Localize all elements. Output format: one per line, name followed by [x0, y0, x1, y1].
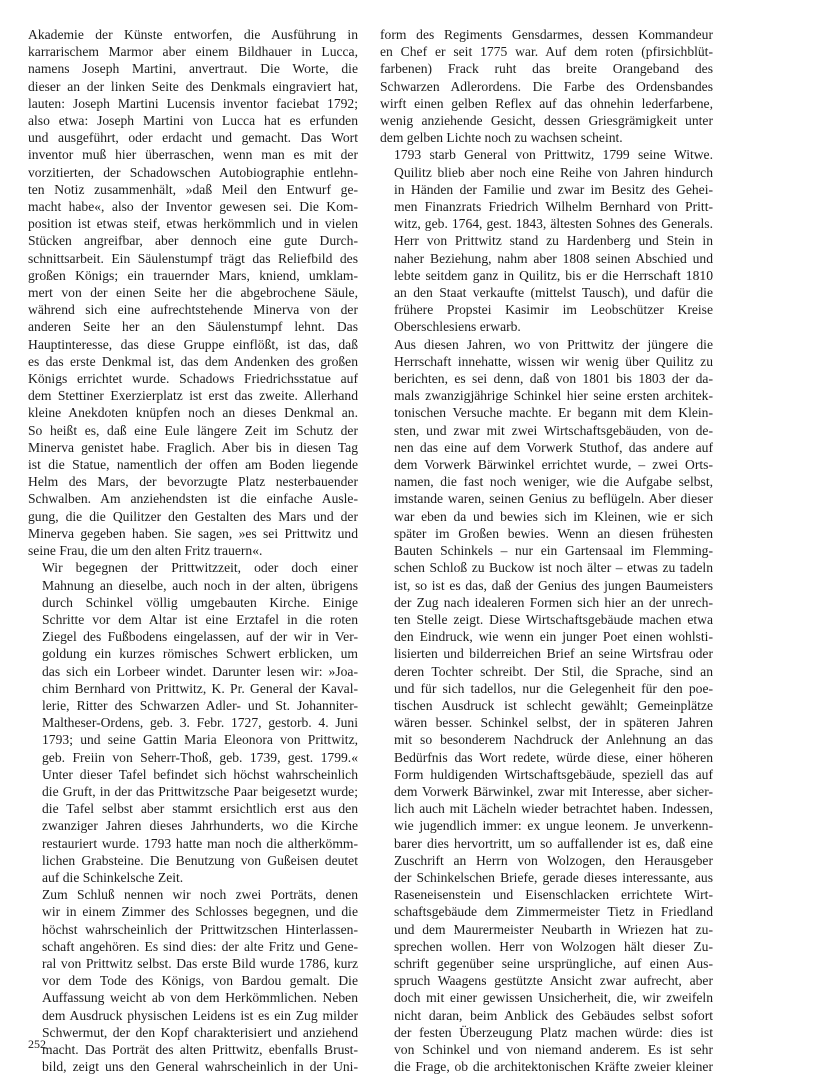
text-line: Unter dieser Tafel befindet sich höchst wahrscheinlich: [42, 766, 358, 782]
text-line: Mahnung an dieselbe, auch noch in der alten, übrigens: [42, 577, 358, 593]
text-line: zwanziger Jahren dieses Jahrhunderts, wo die Kirche: [42, 818, 358, 834]
text-line: sten, und zwar mit zwei Wirtschaftsgebäuden, von de-: [394, 422, 713, 438]
text-line: restauriert wurde. 1793 hatte man noch die altherkömm-: [42, 835, 358, 851]
text-line: Herrschaft innehatte, wissen wir wenig über Quilitz zu: [394, 353, 713, 369]
text-line: Oberschlesiens erwarb.: [394, 319, 521, 335]
text-line: schaftsgebäude dem Zimmermeister Tietz in Friedland: [394, 904, 713, 920]
text-line: barer dies hervortritt, um so auffallender ist es, daß eine: [394, 835, 713, 851]
text-line: spruch Waagens gestützte Ansicht zwar aufrecht, aber: [394, 973, 713, 989]
text-line: dem Ausdruck physischen Leidens ist es ein Zug milder: [42, 1007, 358, 1023]
text-line: farbenen) Frack ruht das breite Orangeband des: [380, 61, 713, 77]
text-line: war eben da und bewies sich im Kleinen, wie er sich: [394, 508, 713, 524]
text-line: Stücken angreifbar, aber dennoch eine gute Durch-: [28, 233, 358, 249]
text-line: schnittsarbeit. Ein Säulenstumpf trägt das Reliefbild des: [28, 250, 358, 266]
text-line: Ziegel des Fußbodens eingelassen, auf der wir in Ver-: [42, 629, 358, 645]
text-line: namens Joseph Martini, anvertraut. Die Worte, die: [28, 61, 358, 77]
text-line: Aus diesen Jahren, wo von Prittwitz der jüngere die: [394, 336, 713, 352]
text-line: schen Schloß zu Buckow ist noch älter – etwas zu tadeln: [394, 560, 713, 576]
text-line: wir in einem Zimmer des Schlosses begegnen, und die: [42, 904, 358, 920]
text-line: großen Königs; ein trauernder Mars, kniend, umklam-: [28, 267, 358, 283]
text-line: Quilitz blieb aber noch eine Reihe von Jahren hindurch: [394, 164, 713, 180]
text-line: Schwermut, der den Kopf charakterisiert und anziehend: [42, 1024, 358, 1040]
text-line: ist, so ist es das, daß der Genius des jungen Baumeisters: [394, 577, 713, 593]
text-line: wirft einen gelben Reflex auf das ohnehin lederfarbene,: [380, 95, 713, 111]
text-line: dem Vorwerk Bärwinkel, zwar mit Interesse, aber sicher-: [394, 783, 713, 799]
text-line: ten Stelle zeigt. Diese Wirtschaftsgebäude machen etwa: [394, 611, 713, 627]
text-line: inventor muß hier überraschen, wenn man es mit der: [28, 147, 358, 163]
text-line: Herr von Prittwitz stand zu Hardenberg und Stein in: [394, 233, 713, 249]
text-line: Hauptinteresse, das diese Gruppe einflößt, ist das, daß: [28, 336, 358, 352]
text-line: ten Notiz zusammenhält, »daß Meil den Entwurf ge-: [28, 181, 358, 197]
text-line: Minerva genistet habe. Fraglich. Aber bis in diesen Tag: [28, 439, 358, 455]
text-line: Bedürfnis das Wort redete, würde diese, einer höheren: [394, 749, 713, 765]
text-line: naher Beziehung, nahm aber 1808 seinen Abschied und: [394, 250, 713, 266]
text-line: die Tafel selbst aber stammt ersichtlich erst aus den: [42, 801, 358, 817]
text-line: dem Stettiner Exerzierplatz ist erst das zweite. Allerhand: [28, 388, 358, 404]
text-line: macht habe«, also der Inventor gewesen sei. Die Kom-: [28, 199, 358, 215]
text-line: karrarischem Marmor aber einem Bildhauer in Lucca,: [28, 44, 358, 60]
text-line: vorzitierten, der Schadowschen Autobiographie entlehn-: [28, 164, 358, 180]
text-line: während sich eine aufrechtstehende Minerva von der: [28, 302, 358, 318]
text-line: ral von Prittwitz selbst. Das erste Bild wurde 1786, kurz: [42, 955, 358, 971]
text-line: berichten, es sei denn, daß von 1801 bis 1803 der da-: [394, 371, 713, 387]
text-line: an den Staat verkaufte (mittelst Tausch), und dafür die: [394, 285, 713, 301]
text-line: tonischen Versuche machte. Er begann mit dem Klein-: [394, 405, 713, 421]
text-line: also etwa: Joseph Martini von Lucca hat es erfunden: [28, 113, 358, 129]
paragraph: [380, 146, 713, 335]
text-line: wenig anziehende Gesicht, dessen Griesgrämigkeit unter: [380, 113, 713, 129]
text-line: namen, die fast noch weniger, wie die Aufgabe selbst,: [394, 474, 713, 490]
text-line: Akademie der Künste entworfen, die Ausführung in: [28, 27, 358, 42]
page-number: 252: [28, 1037, 46, 1051]
text-line: und ausgeführt, oder erdacht und gemacht. Das Wort: [28, 130, 358, 146]
text-line: geb. Freiin von Seherr-Thoß, geb. 1739, gest. 1799.«: [42, 749, 358, 765]
paragraph: [28, 26, 358, 559]
text-line: nen das eine auf dem Vorwerk Stuthof, das andere auf: [394, 439, 713, 455]
text-line: frühere Propstei Kasimir im Leobschützer Kreise: [394, 302, 713, 318]
text-line: die Gruft, in der das Prittwitzsche Paar beigesetzt wurde;: [42, 783, 358, 799]
text-line: Zuschrift an Herrn von Wolzogen, den Herausgeber: [394, 852, 713, 868]
paragraph: [380, 336, 713, 1075]
text-line: lichen Grabsteine. Die Benutzung von Gußeisen deutet: [42, 852, 358, 868]
text-line: nicht daran, beim Anblick des Gebäudes selbst sofort: [394, 1007, 713, 1023]
text-line: goldung ein kurzes römisches Schwert erblicken, um: [42, 646, 358, 662]
text-line: Schritte vor dem Altar ist eine Erztafel in die roten: [42, 611, 358, 627]
text-line: deren Tochter schreibt. Der Stil, die Sprache, sind an: [394, 663, 713, 679]
text-line: kleine Anekdoten knüpfen noch an dieses Denkmal an.: [28, 405, 358, 421]
text-line: macht. Das Porträt des alten Prittwitz, ebenfalls Brust-: [42, 1041, 358, 1057]
text-line: Königs errichtet wurde. Schadows Friedrichsstatue auf: [28, 371, 358, 387]
paragraph: [28, 886, 358, 1075]
text-line: mert von der einen Seite her die abgebrochene Säule,: [28, 285, 358, 301]
text-line: sprechen wollen. Herr von Wolzogen hält dieser Zu-: [394, 938, 713, 954]
text-line: mit so besonderem Nachdruck der Anlehnung an das: [394, 732, 713, 748]
text-line: wie jugendlich immer: ex ungue leonem. Je unverkenn-: [394, 818, 713, 834]
text-line: Schwarzen Adlerordens. Die Farbe des Ordensbandes: [380, 78, 713, 94]
text-line: tischen Ausdruck ist schlecht gewählt; Gemeinplätze: [394, 697, 713, 713]
text-line: dem Vorwerk Bärwinkel errichtet wurde, – zwei Orts-: [394, 457, 713, 473]
text-line: Schwalben. Am anziehendsten ist die einfache Ausle-: [28, 491, 358, 507]
text-line: en Chef er seit 1775 war. Auf dem roten (pfirsichblüt-: [380, 44, 713, 60]
text-line: Helm des Mars, der bevorzugte Platz nesterbauender: [28, 474, 358, 490]
text-line: die Frage, ob die architektonischen Kräfte zweier kleiner: [394, 1059, 713, 1075]
text-line: lauten: Joseph Martini Lucensis inventor faciebat 1792;: [28, 95, 358, 111]
paragraph: [28, 559, 358, 886]
text-line: bild, zeigt uns den General wahrscheinlich in der Uni-: [42, 1059, 358, 1075]
text-line: der Schinkelschen Briefe, gerade dieses interessante, aus: [394, 869, 713, 885]
text-line: position ist etwas steif, etwas herkömmlich und in vielen: [28, 216, 358, 232]
text-line: durch Schinkel völlig umgebauten Kirche. Einige: [42, 594, 358, 610]
text-line: Raseneisenstein und Eisenschlacken errichtete Wirt-: [394, 887, 713, 903]
text-line: mals zwanzigjährige Schinkel hier seine ersten architek-: [394, 388, 713, 404]
text-line: lebte seitdem ganz in Quilitz, bis er die Herrschaft 1810: [394, 267, 713, 283]
text-line: Zum Schluß nennen wir noch zwei Porträts, denen: [42, 887, 358, 903]
text-line: und für sich tadellos, nur die Gelegenheit für den poe-: [394, 680, 713, 696]
text-line: dem gelben Lichte noch zu wachsen scheint.: [380, 130, 623, 146]
text-line: imstande waren, seinen Genius zu beflügeln. Aber dieser: [394, 491, 713, 507]
text-line: dieser an der linken Seite des Denkmals eingraviert hat,: [28, 78, 358, 94]
text-line: witz, geb. 1764, gest. 1843, ältesten Sohnes des Generals.: [394, 216, 713, 232]
text-line: Bauten Schinkels – nur ein Gartensaal im Flemming-: [394, 543, 713, 559]
text-line: Form huldigenden Wirtschaftsgebäude, speziell das auf: [394, 766, 713, 782]
text-line: später im Großen bewies. Wenn an diesen frühesten: [394, 525, 713, 541]
text-line: seine Frau, die um den alten Fritz trauern«.: [28, 543, 263, 559]
left-text-column: [28, 26, 358, 1075]
text-line: es das erste Denkmal ist, das dem Andenken des großen: [28, 353, 358, 369]
text-line: chim Bernhard von Prittwitz, K. Pr. General der Kaval-: [42, 680, 358, 696]
text-line: lisierten und bilderreichen Brief an seine Wirtsfrau oder: [394, 646, 713, 662]
text-line: gung, die die Quilitzer den Gestalten des Mars und der: [28, 508, 358, 524]
text-line: vor dem Tode des Königs, von Bardou gemalt. Die: [42, 973, 358, 989]
text-line: lerie, Ritter des Schwarzen Adler- und St. Johanniter-: [42, 697, 358, 713]
paragraph: [380, 26, 713, 146]
text-line: schaft angehören. Es sind dies: der alte Fritz und Gene-: [42, 938, 358, 954]
text-line: das sich ein Lorbeer windet. Darunter lesen wir: »Joa-: [42, 663, 358, 679]
text-line: der festen Überzeugung Platz machen würde: dies ist: [394, 1024, 713, 1040]
text-line: schrift gegenüber seine ursprüngliche, auf einen Aus-: [394, 955, 713, 971]
text-line: höchst wahrscheinlich der Prittwitzschen Hinterlassen-: [42, 921, 358, 937]
text-line: men Finanzrats Friedrich Wilhelm Bernhard von Pritt-: [394, 199, 713, 215]
text-line: So heißt es, daß eine Eule längere Zeit im Schutz der: [28, 422, 358, 438]
text-line: 1793; und seine Gattin Maria Eleonora von Prittwitz,: [42, 732, 358, 748]
text-line: in Händen der Familie und zwar im Besitz des Gehei-: [394, 181, 713, 197]
text-line: 1793 starb General von Prittwitz, 1799 seine Witwe.: [394, 147, 713, 163]
text-line: doch mit einer gewissen Unsicherheit, die, wir zweifeln: [394, 990, 713, 1006]
text-line: den Eindruck, wie wenn ein junger Poet einen wohlsti-: [394, 629, 713, 645]
text-line: anderen Seite her an den Säulenstumpf lehnt. Das: [28, 319, 358, 335]
text-line: der Zug nach idealeren Formen sich hier an der unrech-: [394, 594, 713, 610]
text-line: und dem Maurermeister Neubarth in Wriezen hat zu-: [394, 921, 713, 937]
text-line: Wir begegnen der Prittwitzzeit, oder doch einer: [42, 560, 358, 576]
text-line: von Schinkel und von niemand anderem. Es ist sehr: [394, 1041, 713, 1057]
right-text-column: [380, 26, 713, 1075]
text-line: ist die Statue, namentlich der offen am Boden liegende: [28, 457, 358, 473]
text-line: Minerva gegeben haben. Sie sagen, »es sei Prittwitz und: [28, 525, 358, 541]
text-line: form des Regiments Gensdarmes, dessen Kommandeur: [380, 27, 713, 42]
text-line: Maltheser-Ordens, geb. 3. Febr. 1727, gestorb. 4. Juni: [42, 715, 358, 731]
text-line: Auffassung weicht ab von dem Herkömmlichen. Neben: [42, 990, 358, 1006]
text-line: lich auch mit Lächeln wieder betrachtet haben. Indessen,: [394, 801, 713, 817]
text-line: wären besser. Schinkel selbst, der in späteren Jahren: [394, 715, 713, 731]
text-line: auf die Schinkelsche Zeit.: [42, 869, 184, 885]
